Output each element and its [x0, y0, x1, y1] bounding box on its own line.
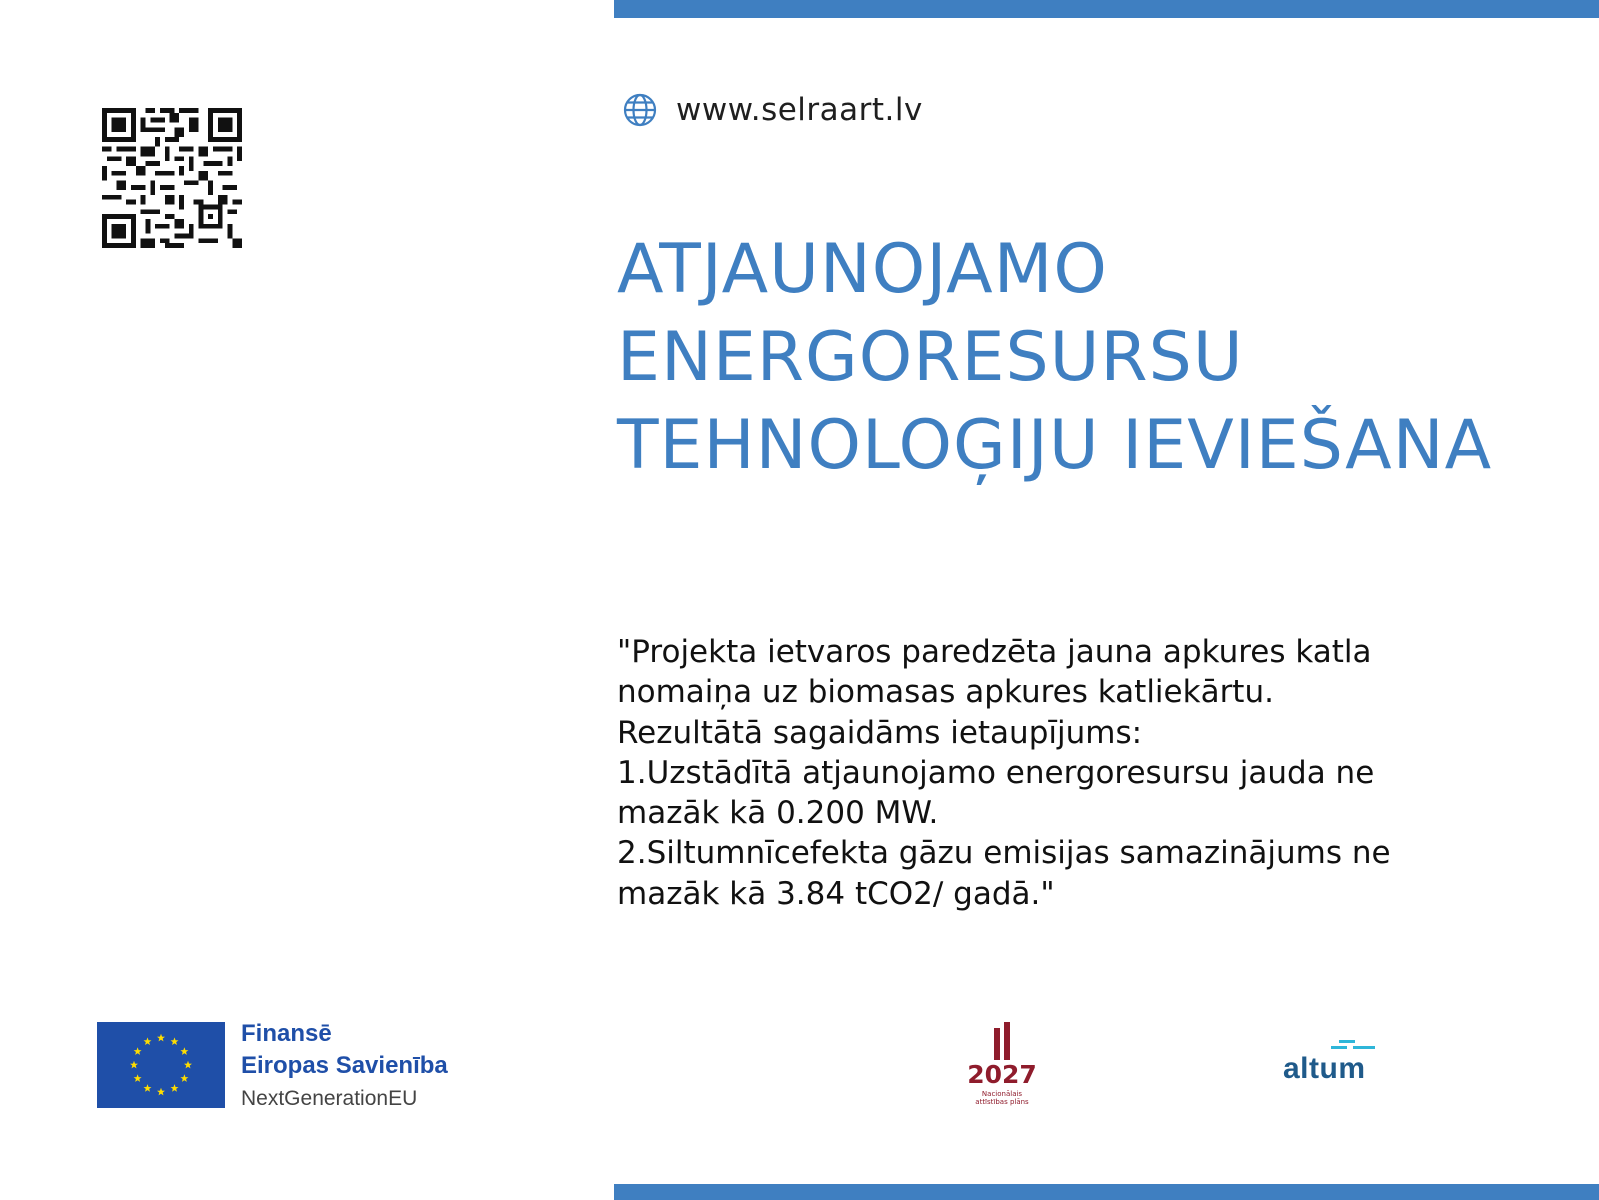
- description-line: nomaiņa uz biomasas apkures katliekārtu.: [617, 674, 1274, 711]
- description-line: mazāk kā 0.200 MW.: [617, 795, 939, 832]
- nap-year: 2027: [967, 1060, 1037, 1089]
- project-description: [617, 632, 1577, 914]
- description-line: Rezultātā sagaidāms ietaupījums:: [617, 714, 1143, 751]
- qr-code[interactable]: [102, 108, 242, 248]
- top-accent-bar: [614, 0, 1599, 18]
- eu-flag-icon: [97, 1022, 225, 1108]
- website-row[interactable]: [622, 92, 923, 128]
- globe-icon: [622, 92, 658, 128]
- bottom-accent-bar: [614, 1184, 1599, 1200]
- eu-funding-logo: [97, 1022, 448, 1116]
- description-line: 2.Siltumnīcefekta gāzu emisijas samazinājums ne: [617, 835, 1391, 872]
- altum-wordmark: altum: [1283, 1052, 1366, 1085]
- description-line: mazāk kā 3.84 tCO2/ gadā.": [617, 875, 1055, 912]
- nap-caption: Nacionālais attīstības plāns: [975, 1090, 1029, 1106]
- altum-dashes-icon: [1283, 1038, 1393, 1052]
- funding-label: Finansē: [241, 1020, 332, 1047]
- title-line: TEHNOLOĢIJU IEVIEŠANA: [617, 406, 1493, 485]
- funding-source: Eiropas Savienība: [241, 1052, 448, 1079]
- eu-funding-text: [241, 1018, 448, 1116]
- title-line: ATJAUNOJAMO: [617, 230, 1108, 309]
- altum-logo: [1283, 1038, 1393, 1088]
- description-line: 1.Uzstādītā atjaunojamo energoresursu jauda ne: [617, 754, 1375, 791]
- website-link[interactable]: www.selraart.lv: [676, 92, 923, 128]
- nap-bars-icon: [966, 1022, 1038, 1062]
- description-line: "Projekta ietvaros paredzēta jauna apkures katla: [617, 634, 1372, 670]
- page-title: [617, 226, 1577, 490]
- funding-program: NextGenerationEU: [241, 1087, 418, 1110]
- title-line: ENERGORESURSU: [617, 318, 1244, 397]
- nap-2027-logo: [966, 1022, 1038, 1106]
